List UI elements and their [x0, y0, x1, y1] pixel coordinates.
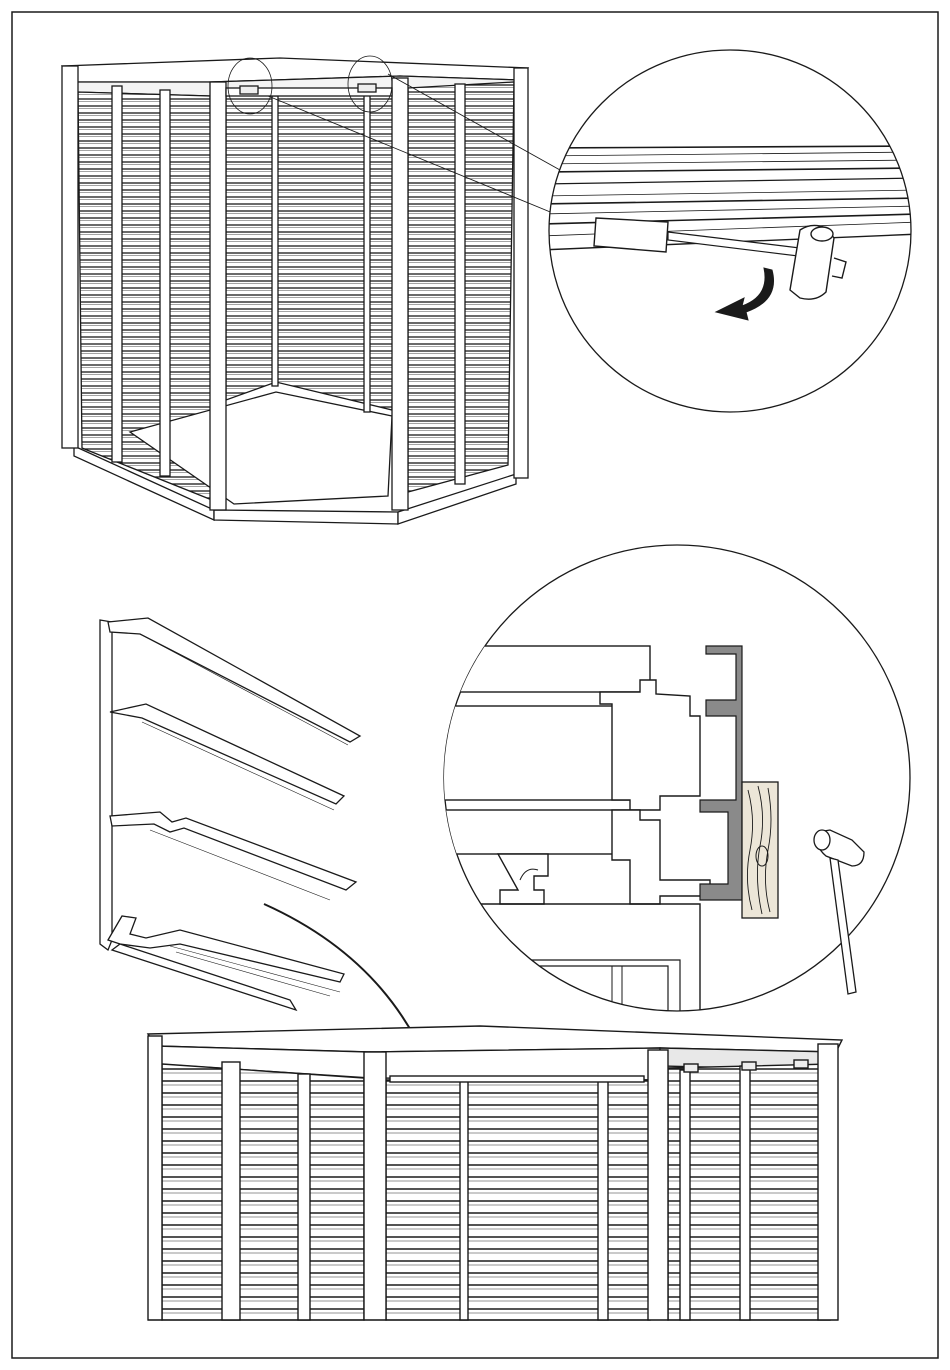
shed-front-panel [148, 1026, 842, 1320]
detail-magnifier-icon [540, 50, 920, 412]
shed-frame-icon [62, 56, 528, 524]
wood-block-icon [742, 782, 778, 918]
trim-profile-icon [100, 618, 360, 1010]
cross-section-magnifier-icon [440, 545, 910, 1020]
